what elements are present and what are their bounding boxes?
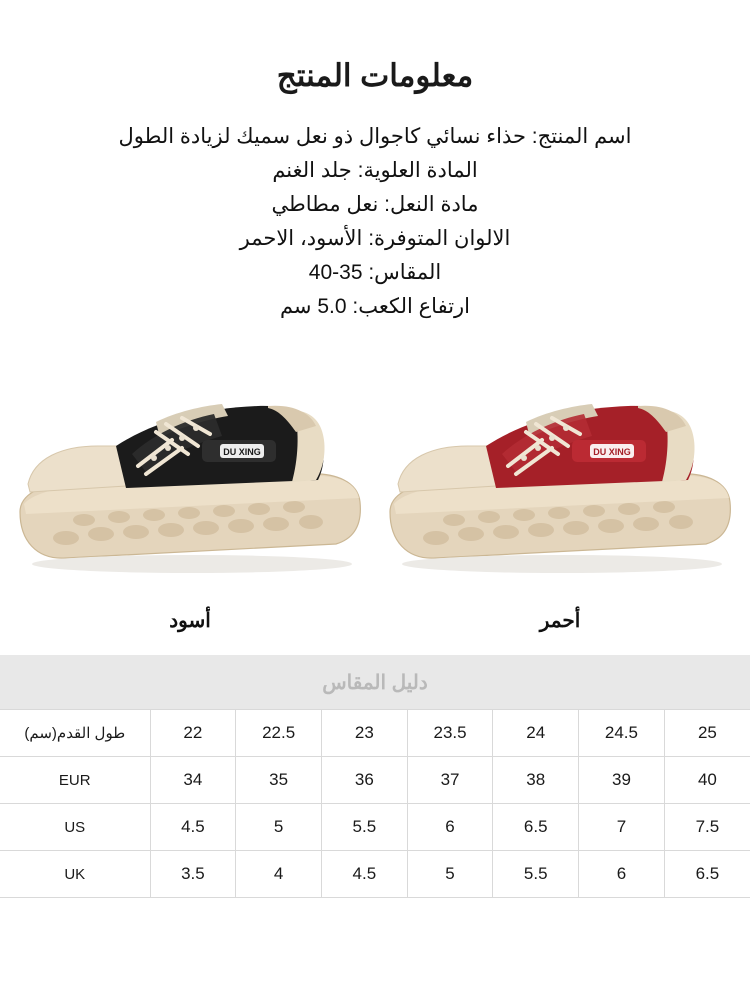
cell-us-7.5: 7.5 [664, 804, 750, 851]
shoe-image-red [376, 362, 744, 594]
size-guide-table [0, 709, 750, 898]
cell-eur-38: 38 [493, 757, 579, 804]
product-variant-black[interactable] [6, 362, 374, 633]
product-variant-label-red: أحمر [539, 610, 581, 633]
cell-foot-length-22.5: 22.5 [236, 710, 322, 757]
cell-uk-5.5: 5.5 [493, 851, 579, 898]
cell-eur-40: 40 [664, 757, 750, 804]
product-specs [0, 120, 750, 324]
cell-uk-3.5: 3.5 [150, 851, 236, 898]
cell-us-6: 6 [407, 804, 493, 851]
cell-eur-37: 37 [407, 757, 493, 804]
cell-eur-39: 39 [579, 757, 665, 804]
svg-text:DU XING: DU XING [593, 447, 631, 458]
page-title: معلومات المنتج [276, 58, 474, 93]
cell-foot-length-23.5: 23.5 [407, 710, 493, 757]
spec-heel-height: ارتفاع الكعب: 5.0 سم [279, 295, 471, 319]
row-header-uk: UK [0, 851, 150, 898]
row-header-foot-length: طول القدم(سم) [0, 710, 150, 757]
cell-uk-4.5: 4.5 [321, 851, 407, 898]
cell-uk-6: 6 [579, 851, 665, 898]
cell-eur-34: 34 [150, 757, 236, 804]
shoe-image-black [6, 362, 374, 594]
spec-size-range: المقاس: 35-40 [308, 261, 442, 285]
row-header-us: US [0, 804, 150, 851]
product-variant-label-black: أسود [169, 610, 211, 633]
size-guide-banner [0, 655, 750, 709]
spec-upper-material: المادة العلوية: جلد الغنم [272, 159, 478, 183]
cell-us-4.5: 4.5 [150, 804, 236, 851]
cell-us-6.5: 6.5 [493, 804, 579, 851]
table-row [0, 804, 750, 851]
cell-foot-length-24: 24 [493, 710, 579, 757]
cell-foot-length-25: 25 [664, 710, 750, 757]
row-header-eur: EUR [0, 757, 150, 804]
cell-uk-6.5: 6.5 [664, 851, 750, 898]
cell-eur-35: 35 [236, 757, 322, 804]
cell-us-7: 7 [579, 804, 665, 851]
cell-foot-length-22: 22 [150, 710, 236, 757]
size-guide-banner-text: دليل المقاس [322, 671, 428, 694]
cell-uk-4: 4 [236, 851, 322, 898]
spec-product-name: اسم المنتج: حذاء نسائي كاجوال ذو نعل سميك لزيادة الطول [118, 125, 632, 148]
spec-available-colors: الالوان المتوفرة: الأسود، الاحمر [239, 227, 511, 251]
svg-text:DU XING: DU XING [223, 447, 261, 458]
product-color-gallery [0, 362, 750, 633]
cell-us-5.5: 5.5 [321, 804, 407, 851]
table-row [0, 710, 750, 757]
cell-eur-36: 36 [321, 757, 407, 804]
table-row [0, 757, 750, 804]
cell-uk-5: 5 [407, 851, 493, 898]
table-row [0, 851, 750, 898]
product-variant-red[interactable] [376, 362, 744, 633]
cell-foot-length-24.5: 24.5 [579, 710, 665, 757]
spec-sole-material: مادة النعل: نعل مطاطي [271, 193, 479, 217]
cell-us-5: 5 [236, 804, 322, 851]
cell-foot-length-23: 23 [321, 710, 407, 757]
